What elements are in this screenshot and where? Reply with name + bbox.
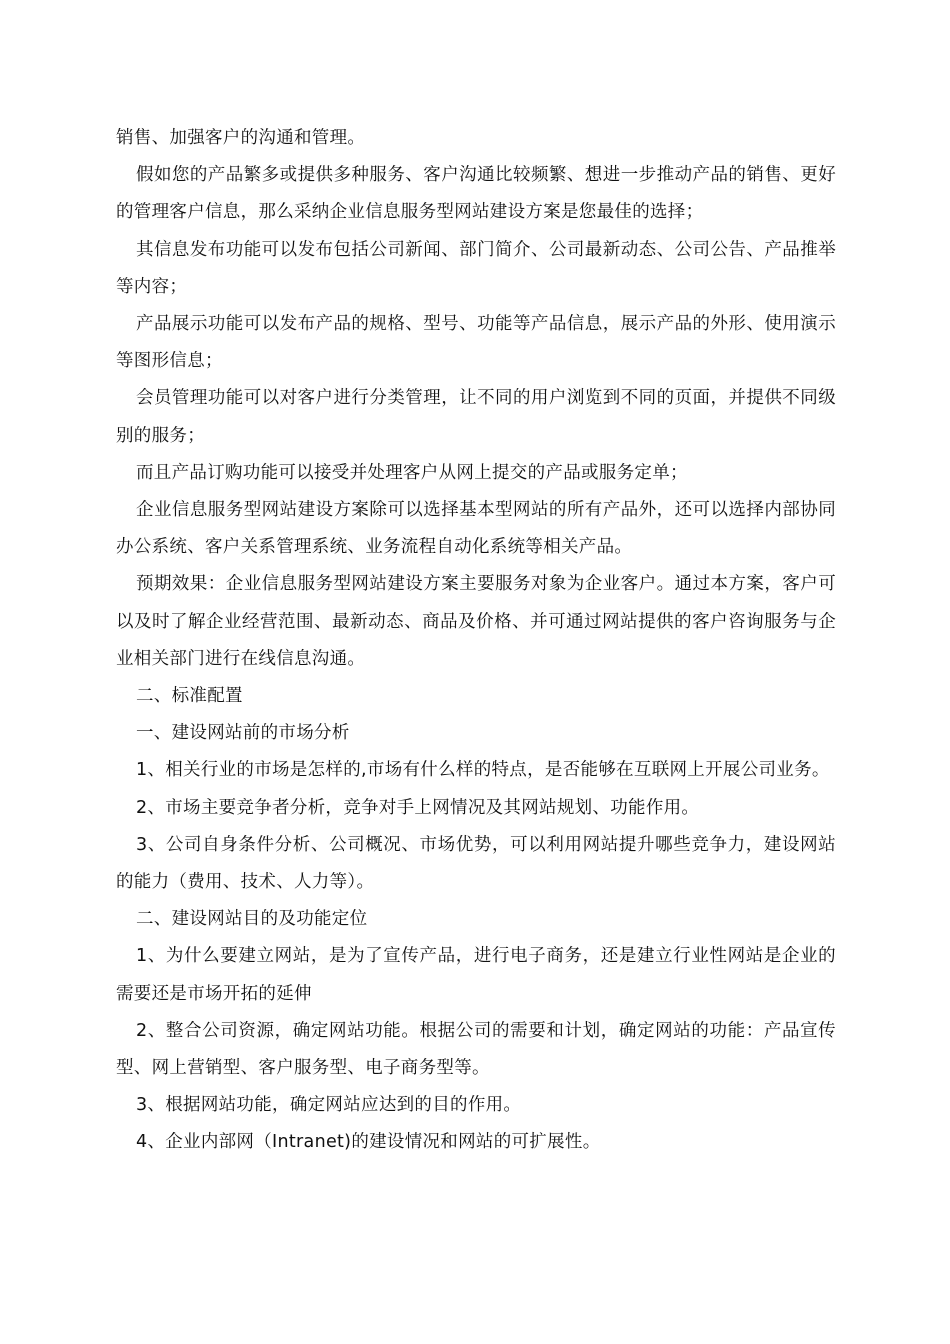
paragraph: 假如您的产品繁多或提供多种服务、客户沟通比较频繁、想进一步推动产品的销售、更好的管理客户信息，那么采纳企业信息服务型网站建设方案是您最佳的选择；: [116, 165, 836, 223]
list-item: 3、公司自身条件分析、公司概况、市场优势，可以利用网站提升哪些竞争力，建设网站的能力（费用、技术、人力等）。: [116, 834, 836, 893]
paragraph: 产品展示功能可以发布产品的规格、型号、功能等产品信息，展示产品的外形、使用演示等图形信息；: [116, 314, 836, 372]
section-heading: 一、建设网站前的市场分析: [136, 723, 350, 744]
list-item: 4、企业内部网（Intranet)的建设情况和网站的可扩展性。: [136, 1132, 601, 1153]
list-item: 1、为什么要建立网站，是为了宣传产品，进行电子商务，还是建立行业性网站是企业的需要还是市场开拓的延伸: [116, 946, 836, 1004]
list-item: 1、相关行业的市场是怎样的,市场有什么样的特点，是否能够在互联网上开展公司业务。: [136, 760, 830, 781]
document-body: [116, 120, 836, 1162]
paragraph: 会员管理功能可以对客户进行分类管理，让不同的用户浏览到不同的页面，并提供不同级别的服务；: [116, 388, 836, 446]
section-heading: 二、建设网站目的及功能定位: [136, 909, 368, 930]
paragraph: 而且产品订购功能可以接受并处理客户从网上提交的产品或服务定单；: [136, 462, 688, 483]
paragraph: 其信息发布功能可以发布包括公司新闻、部门简介、公司最新动态、公司公告、产品推举等内容；: [116, 239, 836, 297]
list-item: 2、整合公司资源，确定网站功能。根据公司的需要和计划，确定网站的功能：产品宣传型、网上营销型、客户服务型、电子商务型等。: [116, 1020, 836, 1079]
paragraph: 销售、加强客户的沟通和管理。: [116, 128, 366, 148]
paragraph: 企业信息服务型网站建设方案除可以选择基本型网站的所有产品外，还可以选择内部协同办公系统、客户关系管理系统、业务流程自动化系统等相关产品。: [116, 500, 836, 558]
list-item: 2、市场主要竞争者分析，竞争对手上网情况及其网站规划、功能作用。: [136, 797, 700, 818]
section-heading: 二、标准配置: [136, 686, 243, 707]
list-item: 3、根据网站功能，确定网站应达到的目的作用。: [136, 1095, 522, 1116]
paragraph: 预期效果：企业信息服务型网站建设方案主要服务对象为企业客户。通过本方案，客户可以及时了解企业经营范围、最新动态、商品及价格、并可通过网站提供的客户咨询服务与企业相关部门进行在线信息沟通。: [116, 574, 836, 669]
